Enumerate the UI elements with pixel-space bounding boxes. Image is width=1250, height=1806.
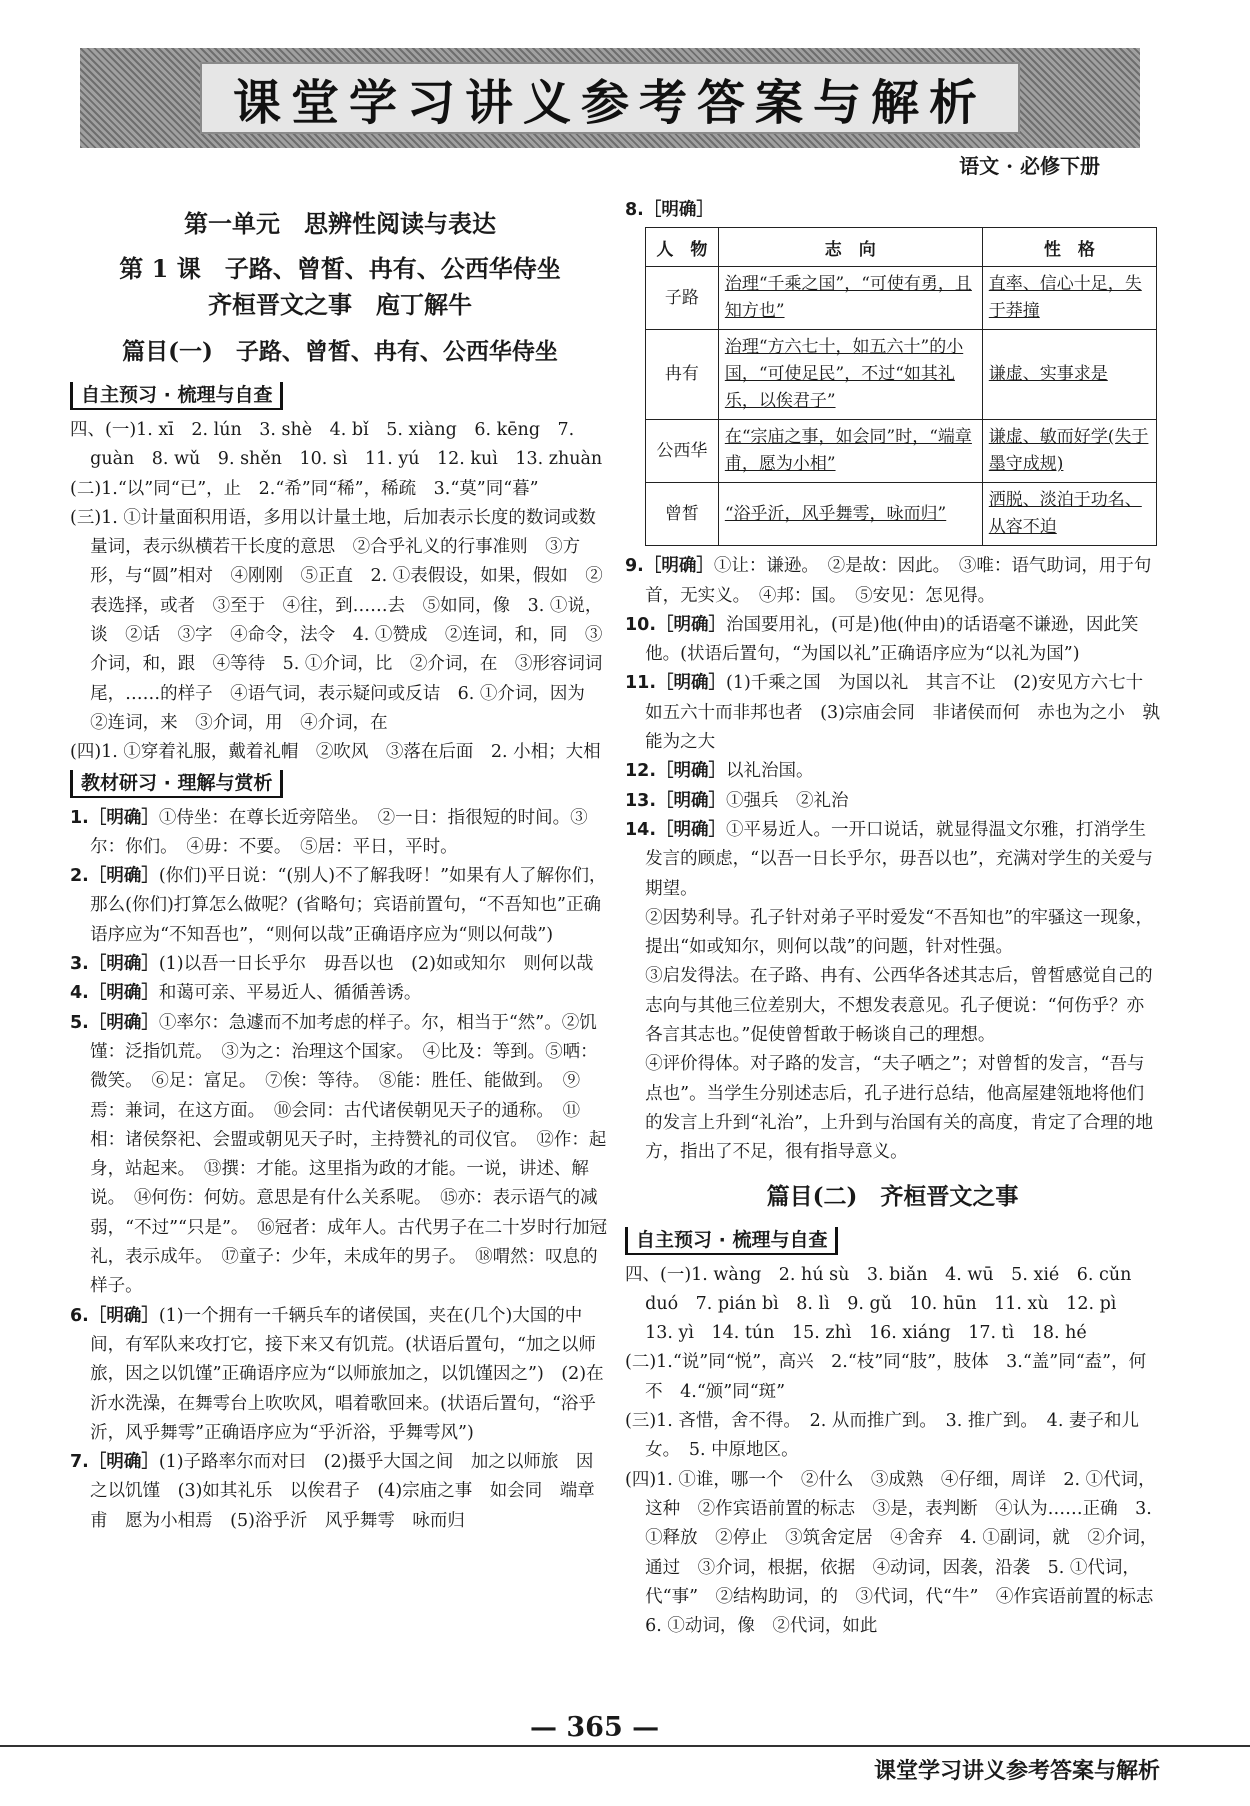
answer-tag: 3.［明确］ [70, 954, 159, 975]
column-header-character: 性 格 [982, 228, 1156, 267]
part-heading: 篇目(一) 子路、曾皙、冉有、公西华侍坐 [122, 338, 558, 365]
answer-item-continued: ③启发得法。在子路、冉有、公西华各述其志后，曾皙感觉自己的志向与其他三位差别大，不想发表意见。孔子便说：“何伤乎？亦各言其志也。”促使曾皙敢于畅谈自己的理想。 [645, 966, 1153, 1046]
answer-tag: 4.［明确］ [70, 983, 159, 1004]
answer-text: (你们)平日说：“(别人)不了解我呀！”如果有人了解你们，那么(你们)打算怎么做呢？(省略句；宾语前置句，“不吾知也”正确语序应为“不知吾也”，“则何以哉”正确语序应为“则以何哉”) [90, 866, 607, 945]
cell-aspiration: “浴乎沂，风乎舞雩，咏而归” [724, 503, 947, 524]
answer-text: (1)子路率尔而对曰 (2)摄乎大国之间 加之以师旅 因之以饥馑 (3)如其礼乐 以俟君子 (4)宗庙之事 如会同 端章甫 愿为小相焉 (5)浴乎沂 风乎舞雩 咏而归 [90, 1452, 595, 1531]
answer-tag: 13.［明确］ [625, 790, 727, 811]
answer-item [625, 816, 1160, 904]
table-row [646, 330, 1157, 420]
table-header-row [646, 228, 1157, 267]
section-header-study: 教材研习 · 理解与赏析 [70, 770, 283, 798]
answer-text: ①率尔：急遽而不加考虑的样子。尔，相当于“然”。②饥馑：泛指饥荒。 ③为之：治理这个国家。 ④比及：等到。⑤哂：微笑。 ⑥足：富足。 ⑦俟：等待。 ⑧能：胜任、能做到。 ⑨焉：兼词，在这方面。 ⑩会同：古代诸侯朝见天子的通称。 ⑪相：诸侯祭祀、会盟或朝见天子时，主持赞礼的司仪官。 ⑫作：起身，站起来。 ⑬撰：才能。这里指为政的才能。一说，讲述、解说。 ⑭何伤：何妨。意思是有什么关系呢。 ⑮亦：表示语气的减弱，“不过”“只是”。 ⑯冠者：成年人。古代男子在二十岁时行加冠礼，表示成年。 ⑰童子：少年，未成年的男子。 ⑱喟然：叹息的样子。 [90, 1012, 608, 1297]
column-header-aspiration: 志 向 [718, 228, 982, 267]
answer-text: (1)以吾一日长乎尔 毋吾以也 (2)如或知尔 则何以哉 [158, 954, 594, 975]
answer-tag: 7.［明确］ [70, 1452, 159, 1473]
section-header-preview: 自主预习 · 梳理与自查 [70, 382, 283, 410]
answer-tag: 8.［明确］ [625, 200, 714, 220]
answer-paragraph: (三)1. 吝惜，舍不得。 2. 从而推广到。 3. 推广到。 4. 妻子和儿女。 5. 中原地区。 [625, 1411, 1139, 1461]
answer-tag: 1.［明确］ [70, 807, 159, 828]
subject-label: 语文 · 必修下册 [959, 154, 1100, 178]
answer-text: ①强兵 ②礼治 [726, 790, 849, 811]
answer-item [70, 1302, 610, 1448]
cell-person: 曾皙 [646, 483, 719, 546]
answer-paragraph: (二)1.“说”同“悦”，高兴 2.“枝”同“肢”，肢体 3.“盖”同“盍”，何不 4.“颁”同“斑” [625, 1352, 1147, 1402]
cell-person: 冉有 [646, 330, 719, 420]
answer-text: 以礼治国。 [726, 761, 814, 782]
answer-text: 治国要用礼，(可是)他(仲由)的话语毫不谦逊，因此笑他。(状语后置句，“为国以礼”正确语序应为“以礼为国”) [645, 614, 1139, 665]
answer-item [625, 757, 1160, 786]
title-banner [80, 48, 1140, 148]
answer-paragraph: (四)1. ①穿着礼服，戴着礼帽 ②吹风 ③落在后面 2. 小相；大相 [70, 742, 601, 763]
answer-paragraph: (三)1. ①计量面积用语，多用以计量土地，后加表示长度的数词或数量词，表示纵横若干长度的意思 ②合乎礼义的行事准则 ③方形，与“圆”相对 ④刚刚 ⑤正直 2. ①表假设，如果，假如 ②表选择，或者 ③至于 ④往，到……去 ⑤如同，像 3. ①说，谈 ②话 ③字 ④命令，法令 4. ①赞成 ②连词，和，同 ③介词，和，跟 ④等待 5. ①介词，比 ②介词，在 ③形容词词尾，……的样子 ④语气词，表示疑问或反诘 6. ①介词，因为 ②连词，来 ③介词，用 ④介词，在 [70, 507, 603, 733]
cell-aspiration: 治理“方六七十，如五六十”的小国，“可使足民”，不过“如其礼乐，以俟君子” [724, 337, 964, 412]
answer-text: ①让：谦逊。 ②是故：因此。 ③唯：语气助词，用于句首，无实义。 ④邦：国。 ⑤安见：怎见得。 [645, 556, 1152, 606]
answer-paragraph: 四、(一)1. xī 2. lún 3. shè 4. bǐ 5. xiàng 6. kēng 7. guàn 8. wǔ 9. shěn 10. sì 11. yú 12. kuì 13. zhuàn [70, 420, 603, 470]
answer-tag: 12.［明确］ [625, 761, 727, 782]
answer-text: (1)一个拥有一千辆兵车的诸侯国，夹在(几个)大国的中间，有军队来攻打它，接下来又有饥荒。(状语后置句，“加之以师旅，因之以饥馑”正确语序应为“以师旅加之，以饥馑因之”) (2)在沂水洗澡，在舞雩台上吹吹风，唱着歌回来。(状语后置句，“浴乎沂，风乎舞雩”正确语序应为“乎沂浴，乎舞雩风”) [90, 1305, 604, 1443]
answer-item [70, 1448, 610, 1536]
answer-item [625, 552, 1160, 611]
cell-person: 公西华 [646, 420, 719, 483]
right-answers [625, 552, 1160, 1167]
answer-paragraph: 四、(一)1. wàng 2. hú sù 3. biǎn 4. wū 5. xié 6. cǔn duó 7. pián bì 8. lì 9. gǔ 10. hūn 11. xù 12. pì 13. yì 14. tún 15. zhì 16. xiáng 17. tì 18. hé [625, 1264, 1134, 1344]
table-row [646, 483, 1157, 546]
answer-text: ①平易近人。一开口说话，就显得温文尔雅，打消学生发言的顾虑，“以吾一日长乎尔，毋吾以也”，充满对学生的关爱与期望。 [645, 819, 1154, 899]
answer-item [70, 950, 610, 979]
answer-item-continued: ②因势利导。孔子针对弟子平时爱发“不吾知也”的牢骚这一现象，提出“如或知尔，则何以哉”的问题，针对性强。 [645, 907, 1154, 958]
cell-aspiration: 治理“千乘之国”，“可使有勇，且知方也” [724, 274, 972, 322]
page-number: — 365 — [530, 1712, 660, 1743]
answer-tag: 2.［明确］ [70, 866, 159, 887]
answer-item [70, 804, 610, 863]
answer-text: (1)千乘之国 为国以礼 其言不让 (2)安见方六七十如五六十而非邦也者 (3)宗庙会同 非诸侯而何 赤也为之小 孰能为之大 [645, 673, 1160, 753]
answer-tag: 11.［明确］ [625, 673, 727, 694]
answer-tag: 5.［明确］ [70, 1012, 159, 1033]
cell-aspiration: 在“宗庙之事，如会同”时，“端章甫，愿为小相” [724, 427, 972, 475]
answer-item [625, 611, 1160, 670]
aspiration-table [645, 227, 1157, 546]
lesson-heading [70, 251, 610, 323]
lesson-heading-line2: 齐桓晋文之事 庖丁解牛 [208, 290, 472, 319]
answer-item [625, 787, 1160, 816]
answer-item [70, 979, 610, 1008]
cell-character: 直率、信心十足，失于莽撞 [988, 274, 1142, 322]
title-frame [200, 62, 1020, 134]
answer-item [625, 669, 1160, 757]
answer-paragraph: (四)1. ①谁，哪一个 ②什么 ③成熟 ④仔细，周详 2. ①代词，这种 ②作宾语前置的标志 ③是，表判断 ④认为……正确 3. ①释放 ②停止 ③筑舍定居 ④舍弃 4. ①副词，就 ②介词，通过 ③介词，根据，依据 ④动词，因袭，沿袭 5. ①代词，代“事” ②结构助词，的 ③代词，代“牛” ④作宾语前置的标志 6. ①动词，像 ②代词，如此 [625, 1469, 1171, 1637]
table-row [646, 267, 1157, 330]
cell-character: 洒脱、淡泊于功名、从容不迫 [988, 490, 1142, 538]
cell-character: 谦虚、敏而好学(失于墨守成规) [988, 427, 1149, 475]
preview-answers [70, 416, 610, 768]
answer-item [70, 1009, 610, 1302]
preview-answers-2 [625, 1261, 1171, 1642]
lesson-heading-line1: 第 1 课 子路、曾皙、冉有、公西华侍坐 [119, 254, 561, 283]
running-footer-title: 课堂学习讲义参考答案与解析 [873, 1759, 1160, 1784]
footer-divider [0, 1745, 1250, 1747]
answer-text: ①侍坐：在尊长近旁陪坐。 ②一日：指很短的时间。③尔：你们。 ④毋：不要。 ⑤居：平日，平时。 [90, 807, 588, 857]
part2-heading: 篇目(二) 齐桓晋文之事 [766, 1182, 1019, 1210]
answer-text: 和蔼可亲、平易近人、循循善诱。 [158, 983, 422, 1004]
page-title: 课堂学习讲义参考答案与解析 [232, 74, 987, 131]
unit-heading: 第一单元 思辨性阅读与表达 [184, 209, 496, 238]
right-column [625, 196, 1171, 1641]
answer-item [70, 862, 610, 950]
column-header-person: 人 物 [646, 228, 719, 267]
answer-paragraph: (二)1.“以”同“已”，止 2.“希”同“稀”，稀疏 3.“莫”同“暮” [70, 478, 539, 499]
cell-character: 谦虚、实事求是 [988, 364, 1108, 385]
cell-person: 子路 [646, 267, 719, 330]
answer-tag: 14.［明确］ [625, 819, 727, 840]
answer-item-continued: ④评价得体。对子路的发言，“夫子哂之”；对曾皙的发言，“吾与点也”。当学生分别述志后，孔子进行总结，他高屋建瓴地将他们的发言上升到“礼治”，上升到与治国有关的高度，肯定了合理的地方，指出了不足，很有指导意义。 [645, 1054, 1154, 1163]
table-row [646, 420, 1157, 483]
left-column [70, 196, 610, 1536]
section-header-preview-2: 自主预习 · 梳理与自查 [625, 1227, 838, 1255]
answer-tag: 9.［明确］ [625, 556, 714, 577]
study-answers [70, 804, 610, 1536]
answer-tag: 10.［明确］ [625, 614, 727, 635]
answer-tag: 6.［明确］ [70, 1305, 159, 1326]
